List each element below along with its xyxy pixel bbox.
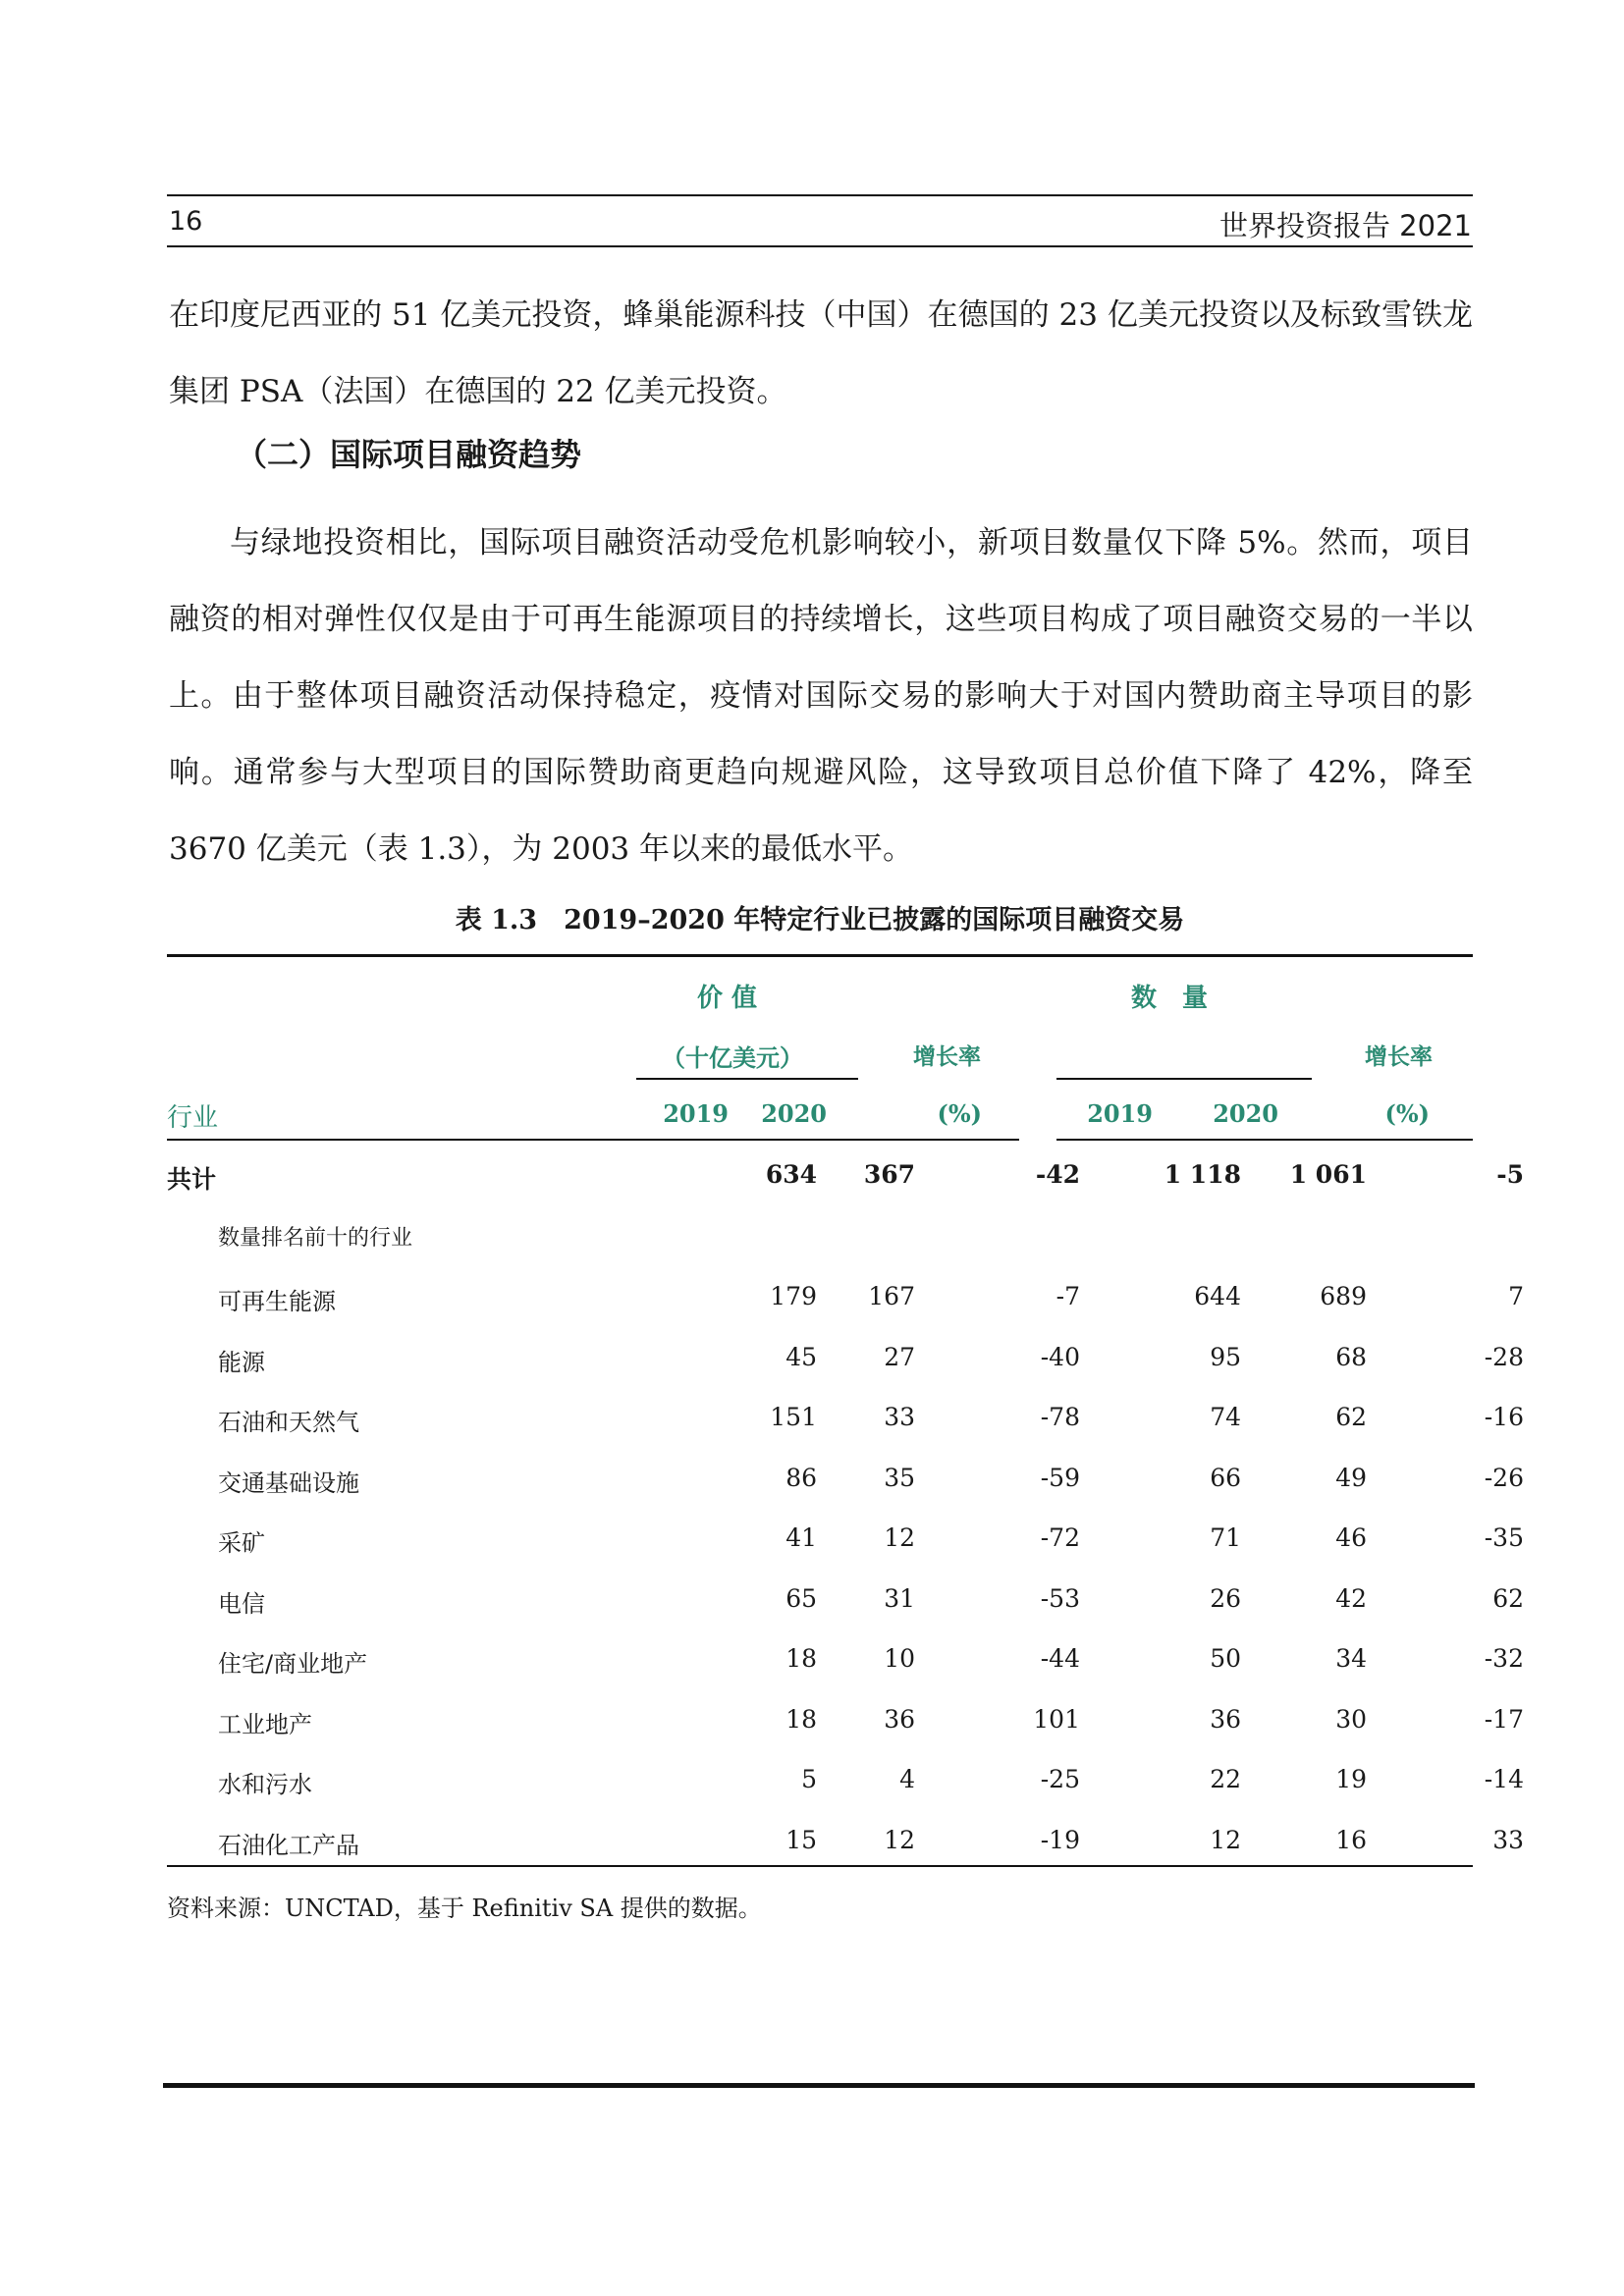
value-2019-cell: 5 bbox=[801, 1765, 817, 1793]
value-2020-header: 2020 bbox=[761, 1099, 827, 1128]
value-2019-cell: 86 bbox=[785, 1463, 817, 1492]
row-label: 水和污水 bbox=[218, 1771, 312, 1798]
value-2020-cell: 12 bbox=[884, 1523, 915, 1552]
value-growth-cell: -72 bbox=[1040, 1523, 1080, 1552]
count-2019-cell: 644 bbox=[1194, 1282, 1241, 1310]
value-group-header: 价 值 bbox=[697, 984, 758, 1013]
paragraph-text: 在印度尼西亚的 51 亿美元投资，蜂巢能源科技（中国）在德国的 23 亿美元投资以及标致雪铁龙集团 PSA（法国）在德国的 22 亿美元投资。 bbox=[169, 297, 1473, 409]
table-top-rule bbox=[167, 954, 1473, 957]
count-2019-cell: 66 bbox=[1210, 1463, 1241, 1492]
row-label: 石油化工产品 bbox=[218, 1831, 359, 1859]
section-heading: （二）国际项目融资趋势 bbox=[236, 436, 582, 473]
count-2019-cell: 95 bbox=[1210, 1342, 1241, 1371]
footer-rule bbox=[163, 2083, 1475, 2088]
table-row bbox=[167, 1523, 1524, 1563]
value-2019-cell: 41 bbox=[785, 1523, 817, 1552]
table-subheading-row bbox=[167, 1221, 1473, 1260]
header-bottom-rule bbox=[167, 245, 1473, 247]
count-2020-cell: 46 bbox=[1335, 1523, 1367, 1552]
count-2020-cell: 49 bbox=[1335, 1463, 1367, 1492]
value-2020-cell: 36 bbox=[884, 1704, 915, 1734]
count-2020-cell: 42 bbox=[1335, 1583, 1367, 1613]
value-2020-cell: 4 bbox=[899, 1765, 915, 1793]
value-2020-cell: 12 bbox=[884, 1825, 915, 1854]
row-label: 电信 bbox=[218, 1589, 265, 1618]
count-growth-cell: -35 bbox=[1484, 1523, 1524, 1552]
table-row bbox=[167, 1825, 1524, 1865]
header-bottom-rule-right bbox=[1056, 1139, 1473, 1141]
table-row bbox=[167, 1342, 1524, 1382]
value-group-underline bbox=[636, 1078, 858, 1080]
count-growth-cell: -32 bbox=[1484, 1644, 1524, 1673]
value-2020-cell: 367 bbox=[863, 1160, 915, 1189]
count-2020-header: 2020 bbox=[1213, 1099, 1278, 1128]
table-caption: 表 1.3 2019–2020 年特定行业已披露的国际项目融资交易 bbox=[455, 905, 1185, 935]
row-label: 交通基础设施 bbox=[218, 1468, 359, 1497]
count-growth-cell: -28 bbox=[1484, 1342, 1524, 1371]
count-group-underline bbox=[1056, 1078, 1312, 1080]
count-2019-cell: 22 bbox=[1210, 1765, 1241, 1793]
count-growth-cell: -16 bbox=[1484, 1403, 1524, 1431]
header-top-rule bbox=[167, 194, 1473, 196]
count-growth-cell: -26 bbox=[1484, 1463, 1524, 1492]
count-2019-cell: 26 bbox=[1210, 1583, 1241, 1613]
page-number: 16 bbox=[169, 206, 203, 237]
count-2019-cell: 1 118 bbox=[1164, 1160, 1241, 1189]
count-growth-header: 增长率 bbox=[1365, 1043, 1433, 1070]
value-2019-cell: 18 bbox=[785, 1644, 817, 1673]
value-growth-cell: -44 bbox=[1040, 1644, 1080, 1673]
value-growth-cell: -42 bbox=[1035, 1160, 1080, 1189]
row-label: 工业地产 bbox=[218, 1710, 312, 1738]
continued-paragraph bbox=[169, 277, 1473, 430]
row-label: 住宅/商业地产 bbox=[218, 1650, 368, 1678]
value-growth-cell: -40 bbox=[1040, 1342, 1080, 1371]
count-2020-cell: 16 bbox=[1335, 1825, 1367, 1854]
table-bottom-rule bbox=[167, 1865, 1473, 1867]
value-2020-cell: 27 bbox=[884, 1342, 915, 1371]
running-title: 世界投资报告 2021 bbox=[1218, 209, 1472, 242]
value-2019-cell: 45 bbox=[785, 1342, 817, 1371]
table-row bbox=[167, 1644, 1524, 1683]
table-row bbox=[167, 1282, 1524, 1321]
table-source-note: 资料来源：UNCTAD，基于 Refinitiv SA 提供的数据。 bbox=[167, 1895, 762, 1922]
value-unit-header: （十亿美元） bbox=[662, 1043, 803, 1072]
value-growth-header: 增长率 bbox=[913, 1043, 981, 1070]
count-group-header: 数 量 bbox=[1131, 984, 1209, 1013]
count-2020-cell: 689 bbox=[1320, 1282, 1367, 1310]
value-growth-cell: -53 bbox=[1040, 1583, 1080, 1613]
count-growth-cell: 7 bbox=[1508, 1282, 1524, 1310]
count-2020-cell: 1 061 bbox=[1289, 1160, 1367, 1189]
row-label: 数量排名前十的行业 bbox=[218, 1226, 413, 1251]
value-2020-cell: 33 bbox=[884, 1403, 915, 1431]
count-2019-cell: 74 bbox=[1210, 1403, 1241, 1431]
table-row-total bbox=[167, 1160, 1524, 1200]
row-label: 采矿 bbox=[218, 1529, 265, 1557]
count-2019-cell: 71 bbox=[1210, 1523, 1241, 1552]
table-row bbox=[167, 1704, 1524, 1744]
value-2019-cell: 15 bbox=[785, 1825, 817, 1854]
value-2019-cell: 151 bbox=[770, 1403, 817, 1431]
value-growth-cell: 101 bbox=[1033, 1704, 1080, 1734]
count-2019-cell: 12 bbox=[1210, 1825, 1241, 1854]
header-bottom-rule-left bbox=[167, 1139, 1019, 1141]
count-2020-cell: 19 bbox=[1335, 1765, 1367, 1793]
value-percent-header: (%) bbox=[937, 1099, 982, 1128]
value-2019-cell: 65 bbox=[785, 1583, 817, 1613]
count-2020-cell: 34 bbox=[1335, 1644, 1367, 1673]
table-row bbox=[167, 1403, 1524, 1442]
count-2019-cell: 50 bbox=[1210, 1644, 1241, 1673]
count-growth-cell: -14 bbox=[1484, 1765, 1524, 1793]
row-label: 可再生能源 bbox=[218, 1288, 336, 1315]
value-2019-cell: 18 bbox=[785, 1704, 817, 1734]
count-2020-cell: 62 bbox=[1335, 1403, 1367, 1431]
count-growth-cell: -5 bbox=[1496, 1160, 1524, 1189]
row-label: 共计 bbox=[167, 1165, 217, 1194]
value-2020-cell: 167 bbox=[868, 1282, 915, 1310]
value-2019-cell: 179 bbox=[770, 1282, 817, 1310]
count-2019-header: 2019 bbox=[1087, 1099, 1153, 1128]
count-2020-cell: 68 bbox=[1335, 1342, 1367, 1371]
industry-column-header: 行业 bbox=[167, 1103, 219, 1133]
row-label: 能源 bbox=[218, 1348, 265, 1376]
count-growth-cell: 33 bbox=[1492, 1825, 1524, 1854]
value-growth-cell: -25 bbox=[1040, 1765, 1080, 1793]
value-2020-cell: 31 bbox=[884, 1583, 915, 1613]
count-2019-cell: 36 bbox=[1210, 1704, 1241, 1734]
count-growth-cell: 62 bbox=[1492, 1583, 1524, 1613]
value-growth-cell: -78 bbox=[1040, 1403, 1080, 1431]
value-2019-cell: 634 bbox=[765, 1160, 817, 1189]
count-2020-cell: 30 bbox=[1335, 1704, 1367, 1734]
count-percent-header: (%) bbox=[1384, 1099, 1430, 1128]
value-growth-cell: -59 bbox=[1040, 1463, 1080, 1492]
main-paragraph bbox=[169, 505, 1473, 887]
row-label: 石油和天然气 bbox=[218, 1409, 359, 1436]
count-growth-cell: -17 bbox=[1484, 1704, 1524, 1734]
value-growth-cell: -7 bbox=[1056, 1282, 1080, 1310]
value-growth-cell: -19 bbox=[1040, 1825, 1080, 1854]
table-row bbox=[167, 1463, 1524, 1503]
value-2019-header: 2019 bbox=[663, 1099, 729, 1128]
value-2020-cell: 35 bbox=[884, 1463, 915, 1492]
paragraph-text: 与绿地投资相比，国际项目融资活动受危机影响较小，新项目数量仅下降 5%。然而，项目融资的相对弹性仅仅是由于可再生能源项目的持续增长，这些项目构成了项目融资交易的一半以上。由于整体项目融资活动保持稳定，疫情对国际交易的影响大于对国内赞助商主导项目的影响。通常参与大型项目的国际赞助商更趋向规避风险，这导致项目总价值下降了 42%，降至 3670 亿美元（表 1.3），为 2003 年以来的最低水平。 bbox=[169, 525, 1473, 867]
table-row bbox=[167, 1765, 1524, 1804]
value-2020-cell: 10 bbox=[884, 1644, 915, 1673]
table-row bbox=[167, 1583, 1524, 1624]
